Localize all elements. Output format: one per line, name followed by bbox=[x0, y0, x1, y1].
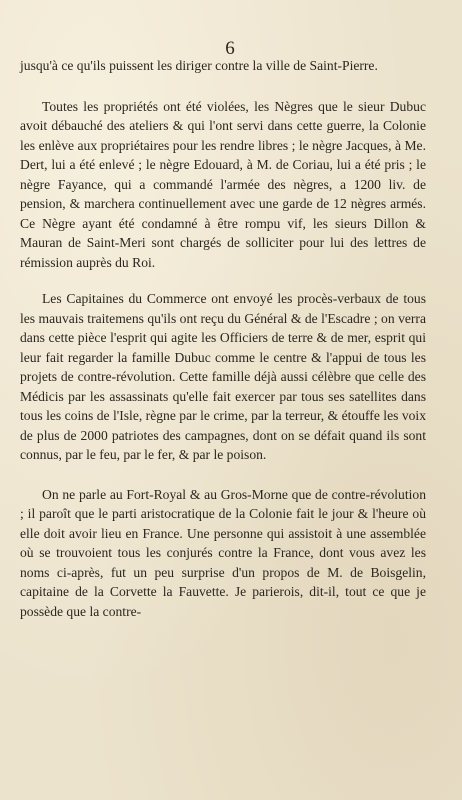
paragraph-4: On ne parle au Fort-Royal & au Gros-Morne que de contre-révolution ; il paroît que le parti aristocratique de la Colonie fait le jour & l'heure où elle doit avoir lieu en France. Une personne qui assistoit à une assemblée où se trouvoient tous les conjurés contre la France, dont vous avez les noms ci-après, fut un peu surprise d'un propos de M. de Boisgelin, capitaine de la Corvette la Fauvette. Je parierois, dit-il, tout ce que je possède que la contre- bbox=[20, 486, 426, 619]
paragraph-3: Les Capitaines du Commerce ont envoyé les procès-verbaux de tous les mauvais traitemens qu'ils ont reçu du Général & de l'Escadre ; on verra dans cette pièce l'esprit qui agite les Officiers de terre & de mer, esprit qui leur fait regarder la famille Dubuc comme le centre & l'appui de tous les projets de contre-révolution. Cette famille déjà aussi célèbre que celle des Médicis par les assassinats qu'elle fait exercer par tous ses satellites dans tous les coins de l'Isle, règne par le crime, par la terreur, & étouffe les voix de plus de 2000 patriotes des campagnes, dont on se défait quand ils sont connus, par le feu, par le fer, & par le poison. bbox=[20, 291, 426, 462]
paragraph-2: Toutes les propriétés ont été violées, les Nègres que le sieur Dubuc avoit débauché des ateliers & qui l'ont servi dans cette guerre, la Colonie les enlève aux propriétaires pour les rendre libres ; le nègre Jacques, à Me. Dert, lui a été enlevé ; le nègre Edouard, à M. de Coriau, lui a été pris ; le nègre Fayance, qui a commandé l'armée des nègres, a 1200 liv. de pension, & marchera continuellement avec une garde de 12 nègres armés. Ce Nègre ayant été condamné à être rompu vif, les sieurs Dillon & Mauran de Saint-Meri sont chargés de solliciter pour lui des lettres de rémission auprès du Roi. bbox=[20, 98, 426, 270]
page-number: 6 bbox=[225, 38, 235, 59]
paragraph-1: jusqu'à ce qu'ils puissent les diriger contre la ville de Saint-Pierre. bbox=[20, 58, 378, 73]
page-body bbox=[20, 36, 426, 621]
